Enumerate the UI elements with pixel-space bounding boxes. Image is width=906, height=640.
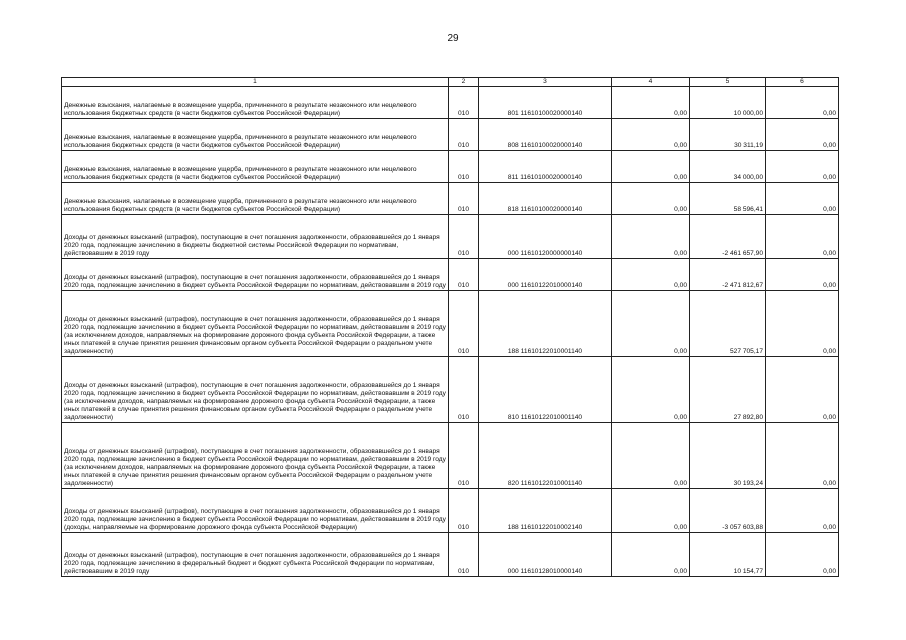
row-budget-code-cell: 000 11610122010000140 <box>479 259 612 291</box>
row-name-cell: Доходы от денежных взысканий (штрафов), поступающие в счет погашения задолженности, образовавшейся до 1 января 2020 года, подлежащие зачислению в бюджет субъекта Российской Федерации по нормативам, действовавшим в 2019 году (доходы, направляемые на формирование дорожного фонда субъекта Российской Федерации) <box>62 489 449 533</box>
header-row <box>62 78 839 87</box>
row-name-cell: Доходы от денежных взысканий (штрафов), поступающие в счет погашения задолженности, образовавшейся до 1 января 2020 года, подлежащие зачислению в бюджет субъекта Российской Федерации по нормативам, действовавшим в 2019 году (за исключением доходов, направляемых на формирование дорожного фонда субъекта Российской Федерации, а также иных платежей в случае принятия решения финансовым органом субъекта Российской Федерации о раздельном учете задолженности) <box>62 291 449 357</box>
row-budget-code-cell: 818 11610100020000140 <box>479 183 612 215</box>
row-col5-cell: 10 000,00 <box>690 87 766 119</box>
table-row <box>62 151 839 183</box>
row-col5-cell: -3 057 603,88 <box>690 489 766 533</box>
row-col4-cell: 0,00 <box>612 259 690 291</box>
row-line-code-cell: 010 <box>449 489 479 533</box>
table-row <box>62 489 839 533</box>
table-row <box>62 423 839 489</box>
row-col5-cell: 30 311,19 <box>690 119 766 151</box>
row-col6-cell: 0,00 <box>766 119 839 151</box>
row-col4-cell: 0,00 <box>612 357 690 423</box>
row-col4-cell: 0,00 <box>612 183 690 215</box>
row-col5-cell: 34 000,00 <box>690 151 766 183</box>
row-col6-cell: 0,00 <box>766 489 839 533</box>
table-row <box>62 533 839 577</box>
row-line-code-cell: 010 <box>449 291 479 357</box>
row-name-cell: Доходы от денежных взысканий (штрафов), поступающие в счет погашения задолженности, образовавшейся до 1 января 2020 года, подлежащие зачислению в бюджет субъекта Российской Федерации по нормативам, действовавшим в 2019 году <box>62 259 449 291</box>
row-col5-cell: -2 461 657,90 <box>690 215 766 259</box>
header-col-4: 4 <box>612 78 690 87</box>
row-budget-code-cell: 188 11610122010002140 <box>479 489 612 533</box>
row-col6-cell: 0,00 <box>766 291 839 357</box>
row-budget-code-cell: 808 11610100020000140 <box>479 119 612 151</box>
header-col-5: 5 <box>690 78 766 87</box>
row-col6-cell: 0,00 <box>766 151 839 183</box>
row-budget-code-cell: 801 11610100020000140 <box>479 87 612 119</box>
table-row <box>62 357 839 423</box>
table-row <box>62 183 839 215</box>
row-budget-code-cell: 811 11610100020000140 <box>479 151 612 183</box>
row-col6-cell: 0,00 <box>766 423 839 489</box>
row-col5-cell: 527 705,17 <box>690 291 766 357</box>
row-col6-cell: 0,00 <box>766 533 839 577</box>
page-number: 29 <box>447 33 459 44</box>
row-name-cell: Денежные взыскания, налагаемые в возмещение ущерба, причиненного в результате незаконного или нецелевого использования бюджетных средств (в части бюджетов субъектов Российской Федерации) <box>62 119 449 151</box>
row-col6-cell: 0,00 <box>766 259 839 291</box>
row-col6-cell: 0,00 <box>766 87 839 119</box>
row-line-code-cell: 010 <box>449 119 479 151</box>
row-name-cell: Денежные взыскания, налагаемые в возмещение ущерба, причиненного в результате незаконного или нецелевого использования бюджетных средств (в части бюджетов субъектов Российской Федерации) <box>62 183 449 215</box>
header-col-6: 6 <box>766 78 839 87</box>
row-budget-code-cell: 000 11610120000000140 <box>479 215 612 259</box>
row-budget-code-cell: 000 11610128010000140 <box>479 533 612 577</box>
table-body <box>62 87 839 577</box>
header-col-1: 1 <box>62 78 449 87</box>
table-row <box>62 291 839 357</box>
row-name-cell: Доходы от денежных взысканий (штрафов), поступающие в счет погашения задолженности, образовавшейся до 1 января 2020 года, подлежащие зачислению в бюджеты бюджетной системы Российской Федерации по нормативам, действовавшим в 2019 году <box>62 215 449 259</box>
row-line-code-cell: 010 <box>449 151 479 183</box>
row-name-cell: Доходы от денежных взысканий (штрафов), поступающие в счет погашения задолженности, образовавшейся до 1 января 2020 года, подлежащие зачислению в федеральный бюджет и бюджет субъекта Российской Федерации по нормативам, действовавшим в 2019 году <box>62 533 449 577</box>
row-budget-code-cell: 188 11610122010001140 <box>479 291 612 357</box>
row-name-cell: Денежные взыскания, налагаемые в возмещение ущерба, причиненного в результате незаконного или нецелевого использования бюджетных средств (в части бюджетов субъектов Российской Федерации) <box>62 87 449 119</box>
row-col5-cell: 58 596,41 <box>690 183 766 215</box>
row-col4-cell: 0,00 <box>612 533 690 577</box>
row-line-code-cell: 010 <box>449 259 479 291</box>
header-col-3: 3 <box>479 78 612 87</box>
row-line-code-cell: 010 <box>449 215 479 259</box>
row-line-code-cell: 010 <box>449 87 479 119</box>
row-budget-code-cell: 820 11610122010001140 <box>479 423 612 489</box>
row-col6-cell: 0,00 <box>766 183 839 215</box>
table-row <box>62 259 839 291</box>
row-name-cell: Доходы от денежных взысканий (штрафов), поступающие в счет погашения задолженности, образовавшейся до 1 января 2020 года, подлежащие зачислению в бюджет субъекта Российской Федерации по нормативам, действовавшим в 2019 году (за исключением доходов, направляемых на формирование дорожного фонда субъекта Российской Федерации, а также иных платежей в случае принятия решения финансовым органом субъекта Российской Федерации о раздельном учете задолженности) <box>62 357 449 423</box>
row-col4-cell: 0,00 <box>612 291 690 357</box>
table-row <box>62 87 839 119</box>
row-name-cell: Доходы от денежных взысканий (штрафов), поступающие в счет погашения задолженности, образовавшейся до 1 января 2020 года, подлежащие зачислению в бюджет субъекта Российской Федерации по нормативам, действовавшим в 2019 году (за исключением доходов, направляемых на формирование дорожного фонда субъекта Российской Федерации, а также иных платежей в случае принятия решения финансовым органом субъекта Российской Федерации о раздельном учете задолженности) <box>62 423 449 489</box>
row-col4-cell: 0,00 <box>612 489 690 533</box>
row-col4-cell: 0,00 <box>612 151 690 183</box>
table-row <box>62 119 839 151</box>
table-row <box>62 215 839 259</box>
row-col4-cell: 0,00 <box>612 119 690 151</box>
row-col5-cell: 10 154,77 <box>690 533 766 577</box>
row-line-code-cell: 010 <box>449 183 479 215</box>
row-line-code-cell: 010 <box>449 533 479 577</box>
row-col4-cell: 0,00 <box>612 87 690 119</box>
row-col6-cell: 0,00 <box>766 215 839 259</box>
row-col4-cell: 0,00 <box>612 423 690 489</box>
row-col5-cell: 30 193,24 <box>690 423 766 489</box>
row-col5-cell: 27 892,80 <box>690 357 766 423</box>
header-col-2: 2 <box>449 78 479 87</box>
row-line-code-cell: 010 <box>449 423 479 489</box>
row-budget-code-cell: 810 11610122010001140 <box>479 357 612 423</box>
row-name-cell: Денежные взыскания, налагаемые в возмещение ущерба, причиненного в результате незаконного или нецелевого использования бюджетных средств (в части бюджетов субъектов Российской Федерации) <box>62 151 449 183</box>
row-line-code-cell: 010 <box>449 357 479 423</box>
row-col5-cell: -2 471 812,67 <box>690 259 766 291</box>
row-col4-cell: 0,00 <box>612 215 690 259</box>
row-col6-cell: 0,00 <box>766 357 839 423</box>
report-table <box>61 77 839 577</box>
